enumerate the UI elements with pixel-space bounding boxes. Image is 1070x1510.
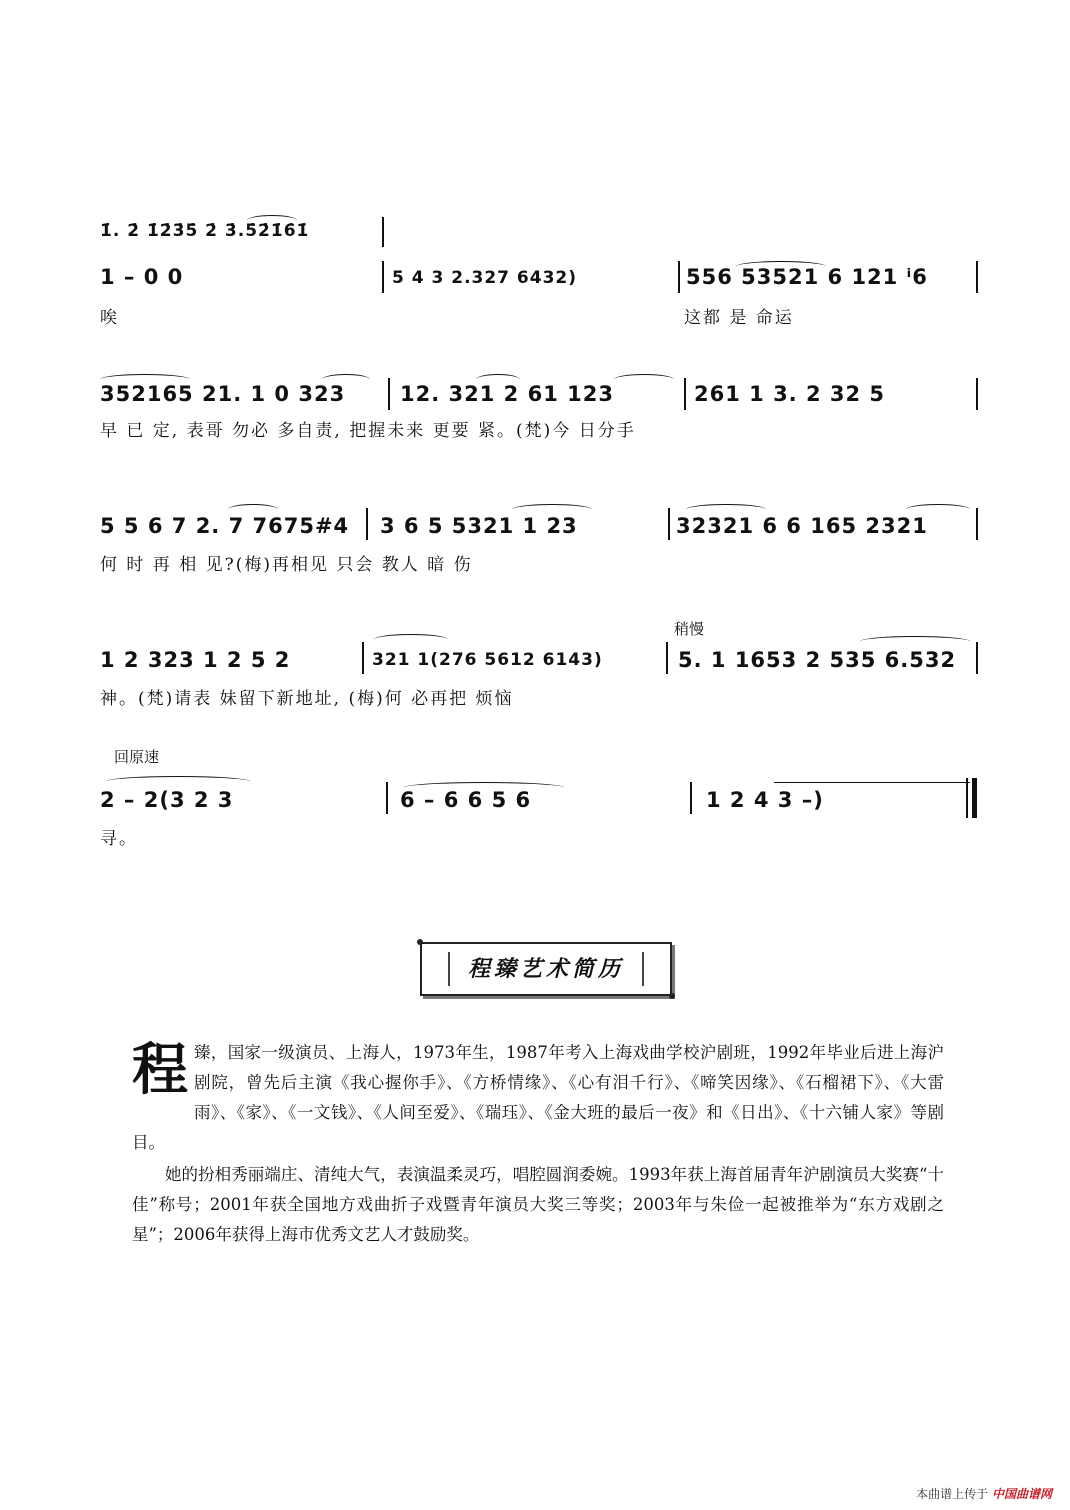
score-row-4 — [100, 618, 990, 708]
score-row-2 — [100, 370, 990, 450]
bio-text-1: 臻，国家一级演员、上海人，1973年生，1987年考入上海戏曲学校沪剧班，1992年毕业后进上海沪剧院，曾先后主演《我心握你手》、《方桥情缘》、《心有泪千行》、《啼笑因缘》、《石榴裙下》、《大雷雨》、《家》、《一文钱》、《人间至爱》、《瑞珏》、《金大班的最后一夜》和《日出》、《十六铺人家》等剧目。 — [132, 1043, 944, 1152]
barline — [668, 508, 670, 540]
slur-mark — [374, 634, 448, 645]
footer-credit — [916, 1485, 1052, 1502]
barline — [388, 378, 390, 410]
score-row-1 — [100, 215, 990, 328]
lyrics-line: 寻。 — [100, 829, 138, 849]
slur-mark — [860, 636, 970, 647]
final-barline-thin — [966, 778, 968, 818]
lyrics-line: 何 时 再 相 见?(梅)再相见 只会 教人 暗 伤 — [100, 555, 473, 575]
slur-mark — [476, 374, 520, 385]
slur-mark — [686, 504, 766, 515]
bio-paragraph-1 — [132, 1038, 944, 1158]
section-title: 程臻艺术简历 — [448, 952, 644, 986]
barline — [976, 378, 978, 410]
barline — [382, 217, 384, 247]
score-row-3 — [100, 500, 990, 580]
biography — [132, 1038, 944, 1250]
barline — [382, 261, 384, 293]
notes-segment: 5 5 6 7 2. 7 7675#4 — [100, 514, 350, 538]
lyrics-line: 神。(梵)请表 妹留下新地址, (梅)何 必再把 烦恼 — [100, 689, 514, 709]
barline — [976, 508, 978, 540]
barline — [366, 508, 368, 540]
barline — [684, 378, 686, 410]
lyrics-line: 这都 是 命运 — [684, 308, 794, 328]
notes-segment: 12. 321 2 61 123 — [400, 382, 614, 406]
final-barline-thick — [972, 778, 977, 818]
dropcap: 程 — [132, 1037, 188, 1103]
notes-segment: 261 1 3. 2 32 5 — [694, 382, 886, 406]
notes-segment: 32321 6 6 165 2321 — [676, 514, 928, 538]
score-row-5 — [100, 746, 990, 849]
slur-mark — [100, 374, 190, 385]
notes-segment: 1 – 0 0 — [100, 265, 184, 289]
tempo-marking: 回原速 — [114, 748, 160, 766]
barline — [386, 782, 388, 814]
barline — [678, 261, 680, 293]
slur-mark — [614, 374, 674, 385]
barline — [690, 782, 692, 814]
notes-segment: 1 2 4 3 –) — [706, 788, 824, 812]
notes-segment: 5 4 3 2.327 6432) — [392, 268, 578, 288]
notes-segment: 1 2 323 1 2 5 2 — [100, 648, 291, 672]
slur-mark — [247, 215, 297, 226]
slur-mark — [404, 782, 564, 793]
barline — [976, 642, 978, 674]
notes-segment: 321 1(276 5612 6143) — [372, 650, 603, 670]
notes-segment: 556 53521 6 121 ⁱ6 — [686, 265, 928, 289]
notes-segment: 5. 1 1653 2 535 6.532 — [678, 648, 957, 672]
slur-mark — [512, 504, 592, 515]
section-title-box — [420, 942, 672, 996]
slur-mark — [106, 776, 250, 787]
bio-paragraph-2: 她的扮相秀丽端庄、清纯大气，表演温柔灵巧，唱腔圆润委婉。1993年获上海首届青年沪剧演员大奖赛“十佳”称号；2001年获全国地方戏曲折子戏暨青年演员大奖三等奖；2003年与朱俭一起被推举为“东方戏剧之星”；2006年获得上海市优秀文艺人才鼓励奖。 — [132, 1165, 944, 1244]
lyrics-line: 早 已 定, 表哥 勿必 多自责, 把握未来 更要 紧。(梵)今 日分手 — [100, 421, 636, 441]
notes-segment: 6 – 6 6 5 6 — [400, 788, 532, 812]
barline — [362, 642, 364, 674]
upper-staff-notes: 1̇. 2̇ 1̇2̇3̇5̇ 2̇ 3̇.5̇2̇1̇6̇1̇ — [100, 221, 310, 241]
notes-segment: 2 – 2(3 2 3 — [100, 788, 234, 812]
lyrics-line: 唉 — [100, 308, 119, 328]
notes-segment: 3 6 5 5321 1 23 — [380, 514, 578, 538]
barline — [666, 642, 668, 674]
slur-mark — [228, 504, 278, 515]
barline — [976, 261, 978, 293]
notes-segment: 352165 21. 1 0 323 — [100, 382, 346, 406]
slur-mark — [322, 374, 370, 385]
crescendo-line — [774, 782, 970, 783]
footer-text: 本曲谱上传于 — [916, 1487, 989, 1501]
footer-brand[interactable]: 中国曲谱网 — [991, 1487, 1052, 1501]
slur-mark — [906, 504, 970, 515]
tempo-marking: 稍慢 — [674, 620, 705, 638]
slur-mark — [736, 261, 826, 272]
